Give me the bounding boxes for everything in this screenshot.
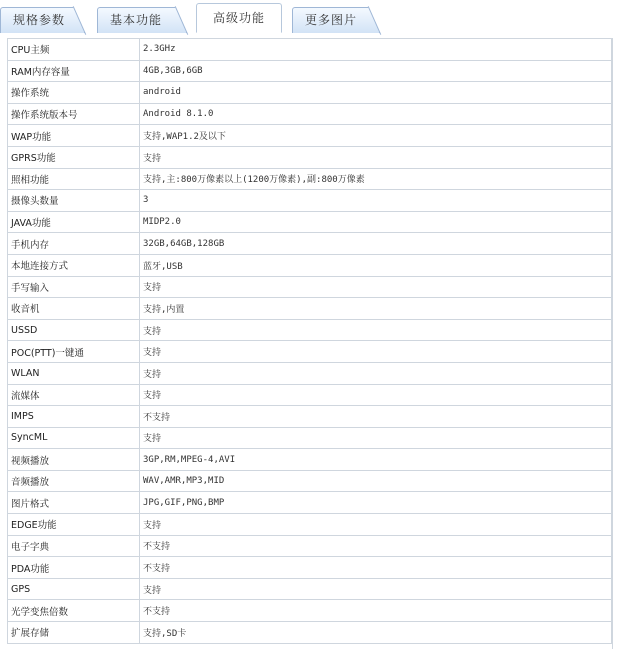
spec-value: 支持 <box>140 362 612 384</box>
spec-value: 4GB,3GB,6GB <box>140 60 612 82</box>
spec-row <box>8 298 612 320</box>
spec-value: 支持 <box>140 578 612 600</box>
spec-row <box>8 319 612 341</box>
spec-value: 支持,WAP1.2及以下 <box>140 125 612 147</box>
spec-value: 不支持 <box>140 406 612 428</box>
spec-row <box>8 535 612 557</box>
spec-label: WLAN <box>8 362 140 384</box>
spec-label: PDA功能 <box>8 557 140 579</box>
spec-row <box>8 492 612 514</box>
spec-row <box>8 406 612 428</box>
spec-row <box>8 146 612 168</box>
spec-value: 蓝牙,USB <box>140 254 612 276</box>
spec-row <box>8 39 612 61</box>
spec-value: 支持 <box>140 514 612 536</box>
spec-label: 本地连接方式 <box>8 254 140 276</box>
spec-row <box>8 557 612 579</box>
spec-row <box>8 622 612 644</box>
spec-label: WAP功能 <box>8 125 140 147</box>
spec-value: android <box>140 82 612 104</box>
spec-value: 不支持 <box>140 535 612 557</box>
spec-label: 扩展存储 <box>8 622 140 644</box>
spec-row <box>8 514 612 536</box>
spec-value: 3GP,RM,MPEG-4,AVI <box>140 449 612 471</box>
spec-label: 手写输入 <box>8 276 140 298</box>
spec-label: 视频播放 <box>8 449 140 471</box>
tab-advanced-functions-label: 高级功能 <box>212 11 265 25</box>
spec-value: 支持,内置 <box>140 298 612 320</box>
tab-specs-label: 规格参数 <box>13 13 66 27</box>
spec-table <box>7 38 612 644</box>
spec-label: RAM内存容量 <box>8 60 140 82</box>
tab-more-images[interactable] <box>292 7 380 33</box>
spec-row <box>8 384 612 406</box>
spec-row <box>8 125 612 147</box>
spec-value: 支持,SD卡 <box>140 622 612 644</box>
spec-row <box>8 276 612 298</box>
spec-value: 不支持 <box>140 600 612 622</box>
spec-label: 摄像头数量 <box>8 190 140 212</box>
spec-value: 支持 <box>140 427 612 449</box>
spec-value: 32GB,64GB,128GB <box>140 233 612 255</box>
panel-right-border <box>612 38 613 649</box>
spec-label: IMPS <box>8 406 140 428</box>
spec-row <box>8 449 612 471</box>
tab-advanced-functions[interactable] <box>196 3 282 33</box>
spec-label: USSD <box>8 319 140 341</box>
spec-label: 操作系统 <box>8 82 140 104</box>
spec-value: 2.3GHz <box>140 39 612 61</box>
tab-specs[interactable] <box>0 7 85 33</box>
spec-label: 操作系统版本号 <box>8 103 140 125</box>
spec-value: 支持 <box>140 276 612 298</box>
spec-label: 图片格式 <box>8 492 140 514</box>
spec-label: 电子字典 <box>8 535 140 557</box>
spec-value: 支持,主:800万像素以上(1200万像素),副:800万像素 <box>140 168 612 190</box>
spec-row <box>8 211 612 233</box>
spec-row <box>8 427 612 449</box>
spec-table-body <box>8 39 612 644</box>
spec-row <box>8 190 612 212</box>
spec-label: 照相功能 <box>8 168 140 190</box>
spec-value: MIDP2.0 <box>140 211 612 233</box>
spec-value: 支持 <box>140 146 612 168</box>
spec-label: SyncML <box>8 427 140 449</box>
spec-label: 音频播放 <box>8 470 140 492</box>
spec-row <box>8 82 612 104</box>
spec-label: GPRS功能 <box>8 146 140 168</box>
spec-row <box>8 470 612 492</box>
spec-label: EDGE功能 <box>8 514 140 536</box>
spec-row <box>8 233 612 255</box>
spec-label: GPS <box>8 578 140 600</box>
spec-value: 支持 <box>140 341 612 363</box>
spec-row <box>8 600 612 622</box>
spec-row <box>8 341 612 363</box>
spec-label: CPU主频 <box>8 39 140 61</box>
spec-row <box>8 362 612 384</box>
tab-bar <box>0 0 640 33</box>
spec-label: JAVA功能 <box>8 211 140 233</box>
spec-row <box>8 578 612 600</box>
spec-value: 不支持 <box>140 557 612 579</box>
spec-row <box>8 168 612 190</box>
spec-row <box>8 60 612 82</box>
spec-value: 3 <box>140 190 612 212</box>
spec-value: 支持 <box>140 384 612 406</box>
spec-value: 支持 <box>140 319 612 341</box>
spec-value: WAV,AMR,MP3,MID <box>140 470 612 492</box>
spec-label: 流媒体 <box>8 384 140 406</box>
tab-basic-functions[interactable] <box>97 7 187 33</box>
spec-row <box>8 254 612 276</box>
tab-more-images-label: 更多图片 <box>305 13 358 27</box>
spec-label: 收音机 <box>8 298 140 320</box>
spec-label: 光学变焦倍数 <box>8 600 140 622</box>
spec-label: 手机内存 <box>8 233 140 255</box>
spec-row <box>8 103 612 125</box>
tab-basic-functions-label: 基本功能 <box>110 13 163 27</box>
spec-value: Android 8.1.0 <box>140 103 612 125</box>
spec-label: POC(PTT)一键通 <box>8 341 140 363</box>
spec-value: JPG,GIF,PNG,BMP <box>140 492 612 514</box>
